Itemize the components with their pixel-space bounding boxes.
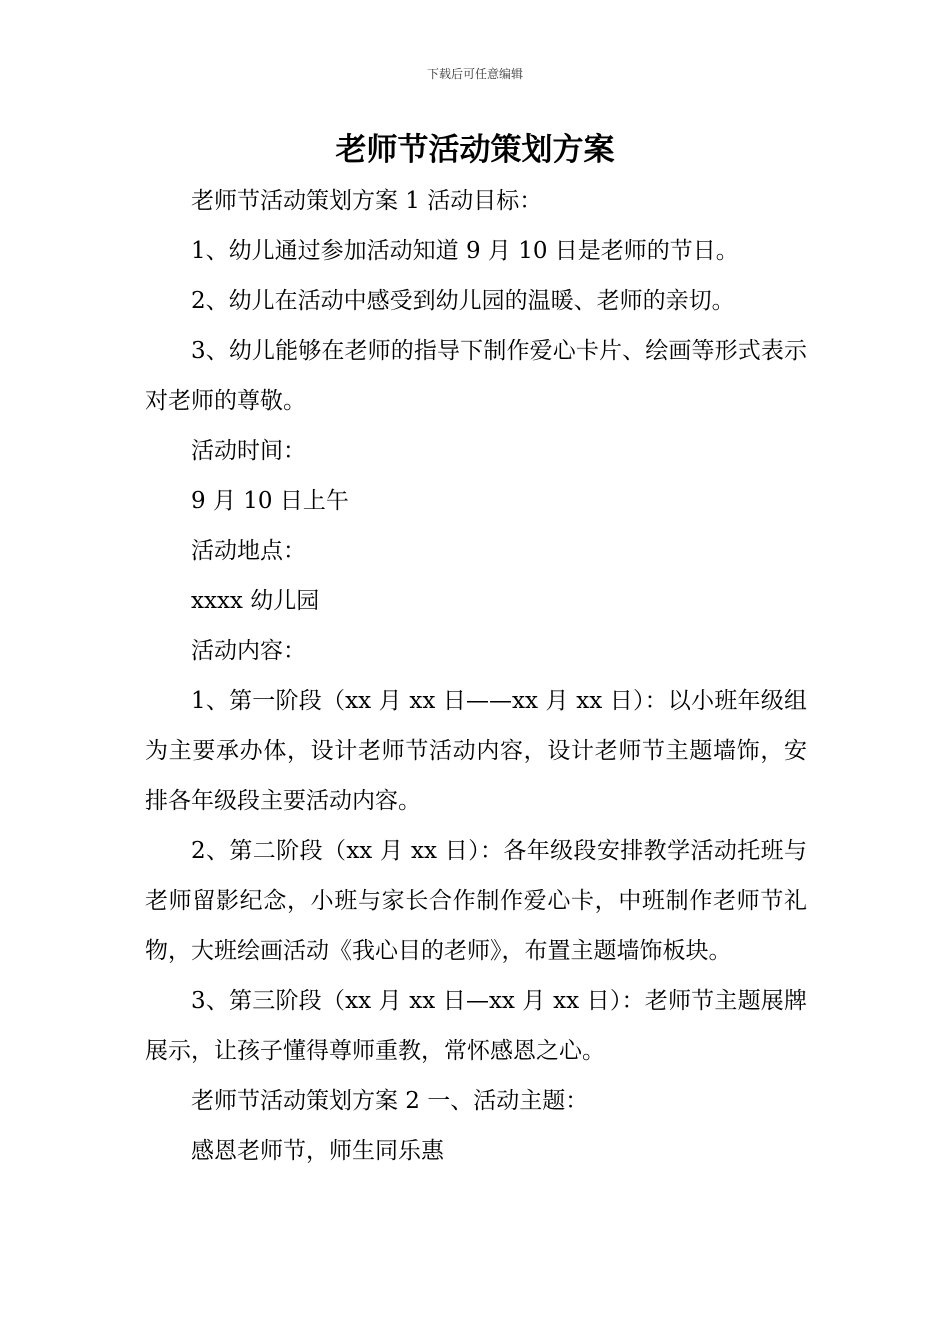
- paragraph: 3、第三阶段（xx 月 xx 日—xx 月 xx 日）：老师节主题展牌展示，让孩子懂得尊师重教，常怀感恩之心。: [145, 988, 807, 1064]
- paragraph: 老师节活动策划方案 1 活动目标：: [191, 188, 543, 214]
- paragraph: 活动内容：: [191, 638, 306, 664]
- paragraph: 1、第一阶段（xx 月 xx 日——xx 月 xx 日）：以小班年级组为主要承办体，设计老师节活动内容，设计老师节主题墙饰，安排各年级段主要活动内容。: [145, 688, 807, 814]
- paragraph: 活动时间：: [191, 438, 306, 464]
- paragraph: 9 月 10 日上午: [191, 488, 349, 514]
- paragraph: 感恩老师节，师生同乐惠: [191, 1138, 444, 1164]
- paragraph: 2、第二阶段（xx 月 xx 日）：各年级段安排教学活动托班与老师留影纪念，小班与家长合作制作爱心卡，中班制作老师节礼物，大班绘画活动《我心目的老师》，布置主题墙饰板块。: [145, 838, 807, 964]
- paragraph: 2、幼儿在活动中感受到幼儿园的温暖、老师的亲切。: [191, 288, 735, 314]
- document-title: 老师节活动策划方案: [335, 132, 615, 168]
- paragraph: xxxx 幼儿园: [191, 588, 320, 614]
- document-body: [145, 176, 807, 1176]
- paragraph: 3、幼儿能够在老师的指导下制作爱心卡片、绘画等形式表示对老师的尊敬。: [145, 338, 807, 414]
- paragraph: 老师节活动策划方案 2 一、活动主题：: [191, 1088, 589, 1114]
- paragraph: 1、幼儿通过参加活动知道 9 月 10 日是老师的节日。: [191, 238, 739, 264]
- header-note: 下载后可任意编辑: [426, 67, 523, 81]
- paragraph: 活动地点：: [191, 538, 306, 564]
